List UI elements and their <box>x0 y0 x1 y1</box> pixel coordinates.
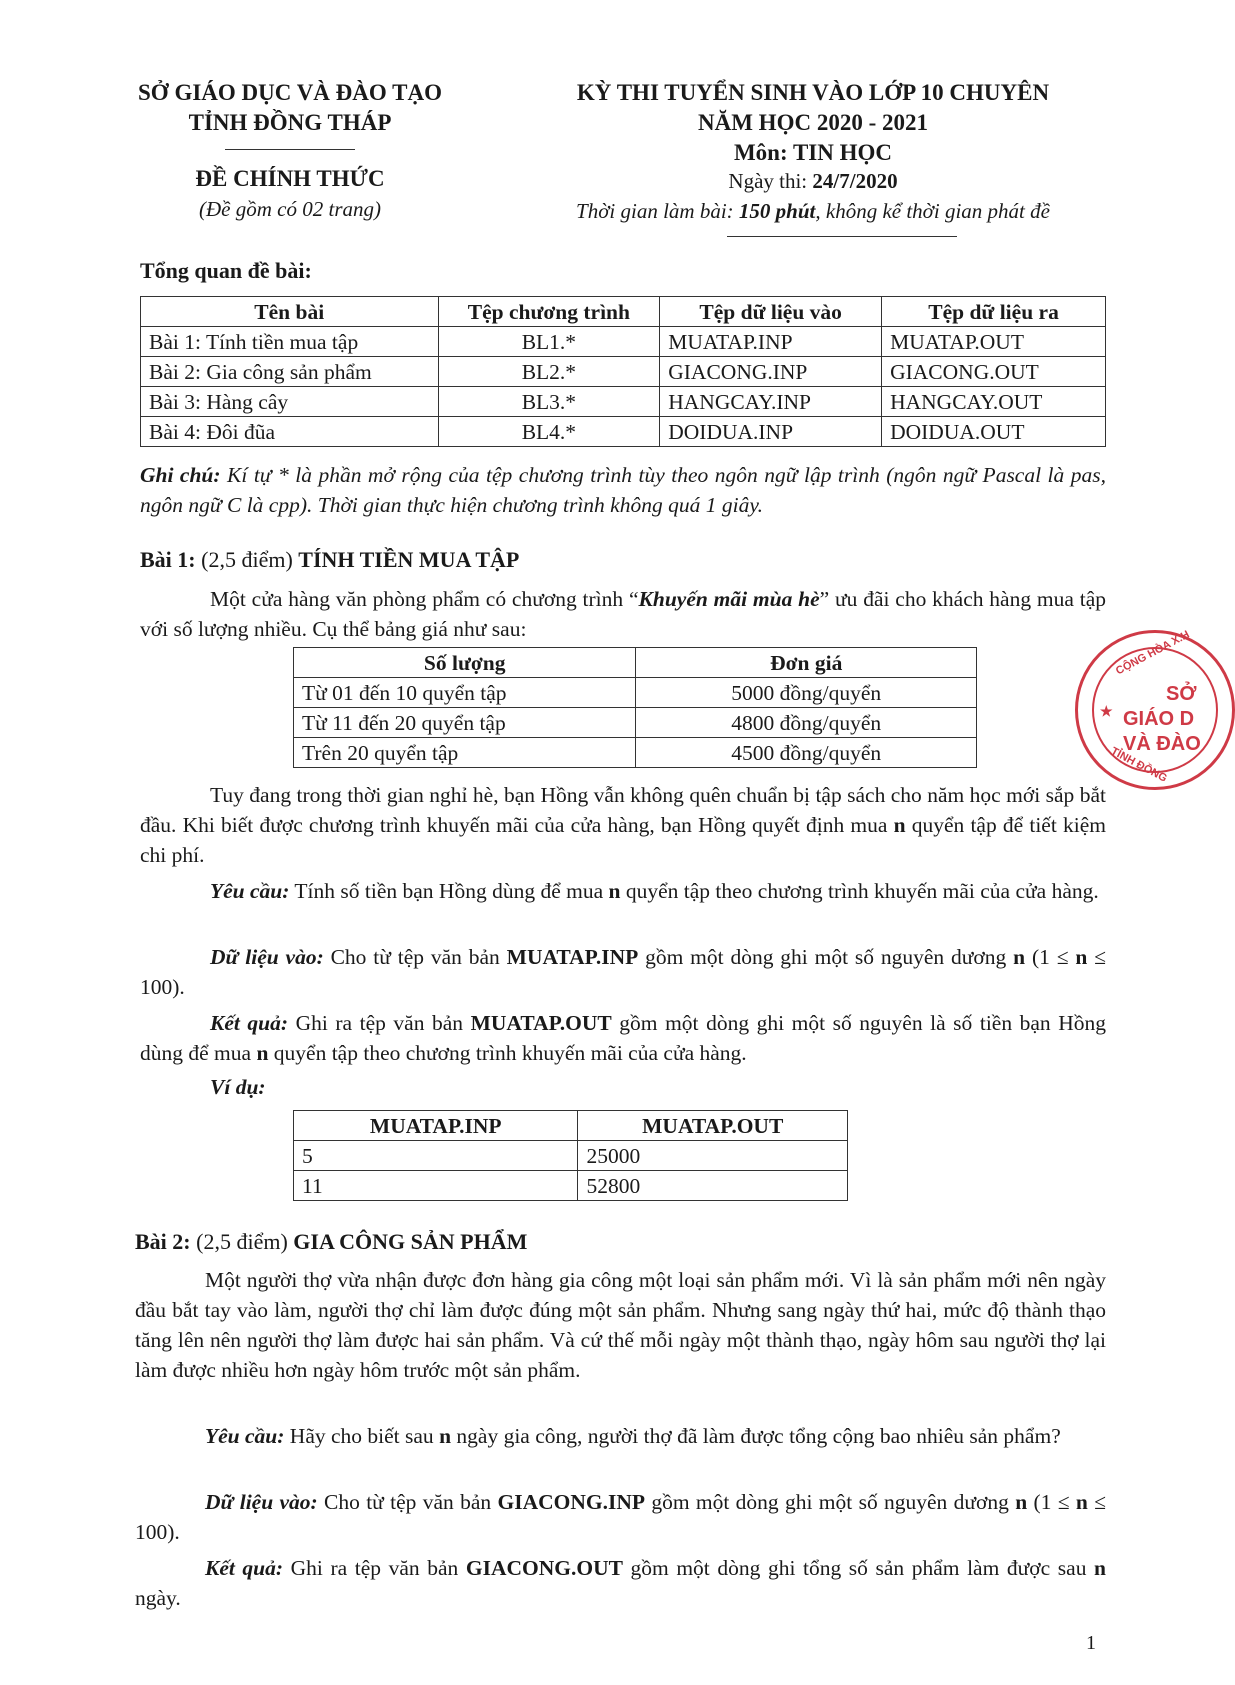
input-filename: MUATAP.INP <box>506 945 639 969</box>
output-filename: MUATAP.OUT <box>470 1011 612 1035</box>
bai2-output <box>135 1553 1106 1613</box>
problem-name: Bài 3: Hàng cây <box>141 387 439 417</box>
requirement-text: ngày gia công, người thợ đã làm được tổng cộng bao nhiêu sản phẩm? <box>451 1424 1061 1448</box>
bai1-heading <box>140 545 519 575</box>
input-text: (1 ≤ <box>1027 1490 1076 1514</box>
exam-date-value: 24/7/2020 <box>812 169 898 193</box>
table-row <box>294 1171 848 1201</box>
overview-header-cell: Tên bài <box>141 297 439 327</box>
unit-price: 5000 đồng/quyển <box>636 678 977 708</box>
exam-duration <box>508 199 1118 224</box>
price-table <box>293 647 977 768</box>
overview-header-cell: Tệp chương trình <box>438 297 660 327</box>
duration-value: 150 phút <box>738 199 816 223</box>
program-file: BL1.* <box>438 327 660 357</box>
duration-note: , không kể thời gian phát đề <box>815 199 1050 223</box>
example-header-row <box>294 1111 848 1141</box>
output-label: Kết quả: <box>205 1556 284 1580</box>
example-table <box>293 1110 848 1201</box>
issuer-line2: TỈNH ĐỒNG THÁP <box>188 110 392 135</box>
price-header-cell: Đơn giá <box>636 648 977 678</box>
table-row <box>294 708 977 738</box>
var-n: n <box>1075 945 1088 969</box>
input-text: (1 ≤ <box>1025 945 1076 969</box>
bai2-heading <box>135 1227 527 1257</box>
exam-title <box>508 78 1118 168</box>
duration-label: Thời gian làm bài: <box>576 199 739 223</box>
bai1-points: (2,5 điểm) <box>195 547 299 572</box>
bai2-input <box>135 1487 1106 1547</box>
overview-header-row <box>141 297 1106 327</box>
issuer-line1: SỞ GIÁO DỤC VÀ ĐÀO TẠO <box>138 80 442 105</box>
output-file: MUATAP.OUT <box>882 327 1106 357</box>
output-text: Ghi ra tệp văn bản <box>283 1556 466 1580</box>
overview-title: Tổng quan đề bài: <box>140 258 312 283</box>
overview-table <box>140 296 1106 447</box>
overview-header-cell: Tệp dữ liệu vào <box>660 297 882 327</box>
example-input: 5 <box>294 1141 578 1171</box>
bai2-points: (2,5 điểm) <box>190 1229 294 1254</box>
bai1-intro-text: ” ưu đãi cho khách hàng mua tập với số lượng nhiều. Cụ thể bảng giá như sau: <box>140 587 1106 641</box>
example-input: 11 <box>294 1171 578 1201</box>
table-row <box>294 678 977 708</box>
overview-header-cell: Tệp dữ liệu ra <box>882 297 1106 327</box>
exam-year: NĂM HỌC 2020 - 2021 <box>698 110 928 135</box>
bai1-output <box>140 1008 1106 1068</box>
bai1-story <box>140 780 1106 870</box>
input-label: Dữ liệu vào: <box>205 1490 318 1514</box>
price-header-cell: Số lượng <box>294 648 636 678</box>
input-file: DOIDUA.INP <box>660 417 882 447</box>
var-n: n <box>1094 1556 1107 1580</box>
var-n: n <box>893 813 906 837</box>
example-output: 52800 <box>578 1171 848 1201</box>
official-label: ĐỀ CHÍNH THỨC <box>195 166 385 191</box>
problem-name: Bài 1: Tính tiền mua tập <box>141 327 439 357</box>
bai2-title: GIA CÔNG SẢN PHẨM <box>293 1229 528 1254</box>
bai1-story-text: quyển tập để tiết kiệm chi phí. <box>140 813 1106 867</box>
requirement-label: Yêu cầu: <box>210 879 290 903</box>
bai1-story-text: Tuy đang trong thời gian nghỉ hè, bạn Hồng vẫn không quên chuẩn bị tập sách cho năm học mới sắp bắt đầu. Khi biết được chương trình khuyến mãi của cửa hàng, bạn Hồng quyết định mua <box>140 783 1106 837</box>
quantity-range: Trên 20 quyển tập <box>294 738 636 768</box>
exam-subject: Môn: TIN HỌC <box>733 140 893 165</box>
var-n: n <box>439 1424 452 1448</box>
output-file: DOIDUA.OUT <box>882 417 1106 447</box>
table-row <box>294 1141 848 1171</box>
bai1-intro-text: Một cửa hàng văn phòng phẩm có chương trình “ <box>210 587 639 611</box>
example-header-cell: MUATAP.OUT <box>578 1111 848 1141</box>
table-row <box>141 327 1106 357</box>
note-label: Ghi chú: <box>140 463 221 487</box>
problem-name: Bài 4: Đôi đũa <box>141 417 439 447</box>
input-file: HANGCAY.INP <box>660 387 882 417</box>
input-text: Cho từ tệp văn bản <box>323 945 507 969</box>
input-text: Cho từ tệp văn bản <box>317 1490 498 1514</box>
table-row <box>141 417 1106 447</box>
table-row <box>294 738 977 768</box>
bai1-input <box>140 942 1106 1002</box>
price-header-row <box>294 648 977 678</box>
bai1-label: Bài 1: <box>140 547 196 572</box>
table-row <box>141 387 1106 417</box>
seal-text: GIÁO D <box>1123 708 1195 730</box>
seal-text: VÀ ĐÀO <box>1123 733 1201 755</box>
program-file: BL2.* <box>438 357 660 387</box>
output-label: Kết quả: <box>210 1011 289 1035</box>
output-text: ngày. <box>135 1586 181 1610</box>
input-file: MUATAP.INP <box>660 327 882 357</box>
seal-top-text: CỘNG HÒA X.H <box>1113 628 1192 678</box>
requirement-label: Yêu cầu: <box>205 1424 285 1448</box>
output-text: gồm một dòng ghi tổng số sản phẩm làm được sau <box>622 1556 1095 1580</box>
exam-divider <box>727 236 957 237</box>
bai1-requirement <box>140 876 1106 906</box>
var-n: n <box>1013 945 1026 969</box>
unit-price: 4800 đồng/quyển <box>636 708 977 738</box>
official-seal <box>1075 630 1235 790</box>
var-n: n <box>1015 1490 1028 1514</box>
bai2-requirement <box>135 1421 1106 1451</box>
input-label: Dữ liệu vào: <box>210 945 324 969</box>
input-filename: GIACONG.INP <box>497 1490 646 1514</box>
output-file: HANGCAY.OUT <box>882 387 1106 417</box>
output-file: GIACONG.OUT <box>882 357 1106 387</box>
example-output: 25000 <box>578 1141 848 1171</box>
requirement-text: Hãy cho biết sau <box>284 1424 440 1448</box>
var-n: n <box>608 879 621 903</box>
quantity-range: Từ 01 đến 10 quyển tập <box>294 678 636 708</box>
exam-date <box>508 169 1118 194</box>
program-file: BL4.* <box>438 417 660 447</box>
example-header-cell: MUATAP.INP <box>294 1111 578 1141</box>
bai2-story: Một người thợ vừa nhận được đơn hàng gia công một loại sản phẩm mới. Vì là sản phẩm mới nên ngày đầu bắt tay vào làm, người thợ chỉ làm được đúng một sản phẩm. Nhưng sang ngày thứ hai, mức độ thành thạo tăng lên nên người thợ làm được hai sản phẩm. Và cứ thế mỗi ngày một thành thạo, ngày hôm sau người thợ lại làm được nhiều hơn ngày hôm trước một sản phẩm. <box>135 1268 1106 1382</box>
input-text: gồm một dòng ghi một số nguyên dương <box>638 945 1014 969</box>
var-n: n <box>256 1041 269 1065</box>
unit-price: 4500 đồng/quyển <box>636 738 977 768</box>
example-label: Ví dụ: <box>210 1075 266 1099</box>
output-filename: GIACONG.OUT <box>465 1556 623 1580</box>
output-text: Ghi ra tệp văn bản <box>288 1011 471 1035</box>
input-text: ≤ 100). <box>135 1490 1106 1544</box>
issuer-divider <box>225 149 355 150</box>
exam-title-line1: KỲ THI TUYỂN SINH VÀO LỚP 10 CHUYÊN <box>576 80 1050 105</box>
input-text: gồm một dòng ghi một số nguyên dương <box>645 1490 1016 1514</box>
note-text: Kí tự * là phần mở rộng của tệp chương trình tùy theo ngôn ngữ lập trình (ngôn ngữ Pascal là pas, ngôn ngữ C là cpp). Thời gian thực hiện chương trình không quá 1 giây. <box>140 463 1106 517</box>
var-n: n <box>1075 1490 1088 1514</box>
output-text: quyển tập theo chương trình khuyến mãi của cửa hàng. <box>268 1041 747 1065</box>
input-file: GIACONG.INP <box>660 357 882 387</box>
input-text: ≤ 100). <box>140 945 1106 999</box>
problem-name: Bài 2: Gia công sản phẩm <box>141 357 439 387</box>
bai1-title: TÍNH TIỀN MUA TẬP <box>298 547 520 572</box>
bai1-intro <box>140 584 1106 644</box>
seal-text: SỞ <box>1166 683 1197 705</box>
requirement-text: quyển tập theo chương trình khuyến mãi của cửa hàng. <box>620 879 1099 903</box>
program-file: BL3.* <box>438 387 660 417</box>
promo-name: Khuyến mãi mùa hè <box>638 587 820 611</box>
issuer-block <box>100 78 480 138</box>
table-row <box>141 357 1106 387</box>
output-text: gồm một dòng ghi một số nguyên là số tiền bạn Hồng dùng để mua <box>140 1011 1106 1065</box>
bai2-label: Bài 2: <box>135 1229 191 1254</box>
star-icon: ★ <box>1100 703 1113 719</box>
page-count-note: (Đề gồm có 02 trang) <box>199 197 381 221</box>
note-paragraph <box>140 460 1106 520</box>
quantity-range: Từ 11 đến 20 quyển tập <box>294 708 636 738</box>
seal-bottom-text: TỈNH ĐỒNG <box>1108 745 1169 785</box>
page-number: 1 <box>1086 1632 1096 1654</box>
exam-date-label: Ngày thi: <box>728 169 813 193</box>
requirement-text: Tính số tiền bạn Hồng dùng để mua <box>289 879 609 903</box>
